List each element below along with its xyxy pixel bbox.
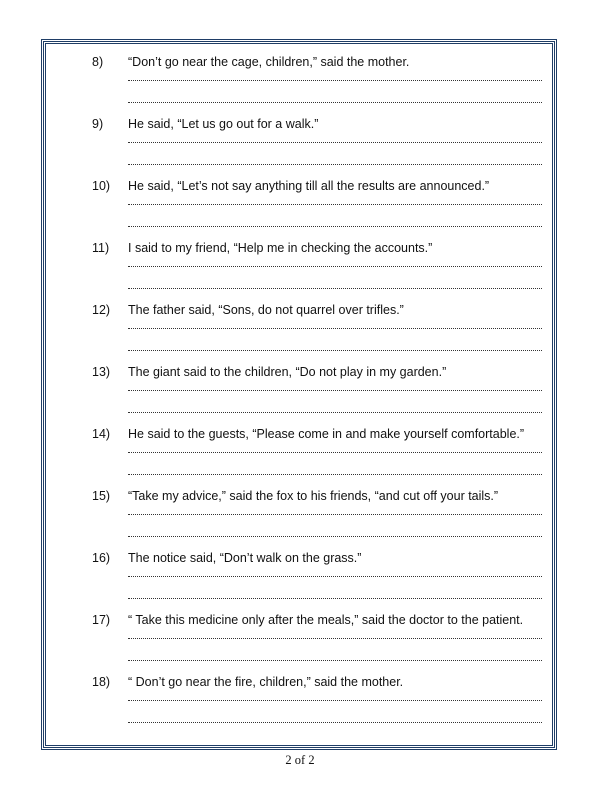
answer-line[interactable] — [128, 576, 542, 577]
answer-line[interactable] — [128, 452, 542, 453]
answer-line[interactable] — [128, 328, 542, 329]
answer-line[interactable] — [128, 412, 542, 413]
answer-line[interactable] — [128, 266, 542, 267]
question-item — [46, 292, 552, 354]
answer-line[interactable] — [128, 164, 542, 165]
question-item — [46, 540, 552, 602]
answer-line[interactable] — [128, 288, 542, 289]
question-number: 12) — [92, 303, 111, 317]
question-text: The giant said to the children, “Do not play in my garden.” — [128, 365, 447, 379]
question-text: “ Don’t go near the fire, children,” said the mother. — [128, 675, 404, 689]
answer-line[interactable] — [128, 722, 542, 723]
question-item — [46, 354, 552, 416]
question-item — [46, 106, 552, 168]
question-number: 18) — [92, 675, 111, 689]
question-text: He said to the guests, “Please come in and make yourself comfortable.” — [128, 427, 525, 441]
question-text: He said, “Let’s not say anything till all the results are announced.” — [128, 179, 490, 193]
answer-line[interactable] — [128, 204, 542, 205]
question-text: “Don’t go near the cage, children,” said the mother. — [128, 55, 410, 69]
question-number: 11) — [92, 241, 110, 255]
answer-line[interactable] — [128, 350, 542, 351]
question-number: 15) — [92, 489, 111, 503]
question-text: “Take my advice,” said the fox to his friends, “and cut off your tails.” — [128, 489, 499, 503]
answer-line[interactable] — [128, 80, 542, 81]
question-item — [46, 230, 552, 292]
question-number: 9) — [92, 117, 104, 131]
answer-line[interactable] — [128, 700, 542, 701]
page-number: 2 of 2 — [285, 753, 315, 767]
question-number: 10) — [92, 179, 111, 193]
question-text: I said to my friend, “Help me in checking the accounts.” — [128, 241, 433, 255]
question-item — [46, 168, 552, 230]
question-number: 17) — [92, 613, 111, 627]
answer-line[interactable] — [128, 142, 542, 143]
answer-line[interactable] — [128, 536, 542, 537]
question-item — [46, 664, 552, 726]
answer-line[interactable] — [128, 474, 542, 475]
answer-line[interactable] — [128, 638, 542, 639]
question-number: 14) — [92, 427, 111, 441]
question-text: “ Take this medicine only after the meals,” said the doctor to the patient. — [128, 613, 524, 627]
answer-line[interactable] — [128, 514, 542, 515]
question-item — [46, 416, 552, 478]
question-item — [46, 478, 552, 540]
question-number: 13) — [92, 365, 111, 379]
answer-line[interactable] — [128, 226, 542, 227]
question-number: 16) — [92, 551, 111, 565]
question-text: He said, “Let us go out for a walk.” — [128, 117, 319, 131]
answer-line[interactable] — [128, 390, 542, 391]
question-list — [46, 44, 552, 745]
question-text: The notice said, “Don’t walk on the grass.” — [128, 551, 362, 565]
question-text: The father said, “Sons, do not quarrel over trifles.” — [128, 303, 404, 317]
answer-line[interactable] — [128, 102, 542, 103]
answer-line[interactable] — [128, 598, 542, 599]
question-number: 8) — [92, 55, 104, 69]
page-border — [43, 41, 555, 748]
question-item — [46, 602, 552, 664]
question-item — [46, 44, 552, 106]
answer-line[interactable] — [128, 660, 542, 661]
